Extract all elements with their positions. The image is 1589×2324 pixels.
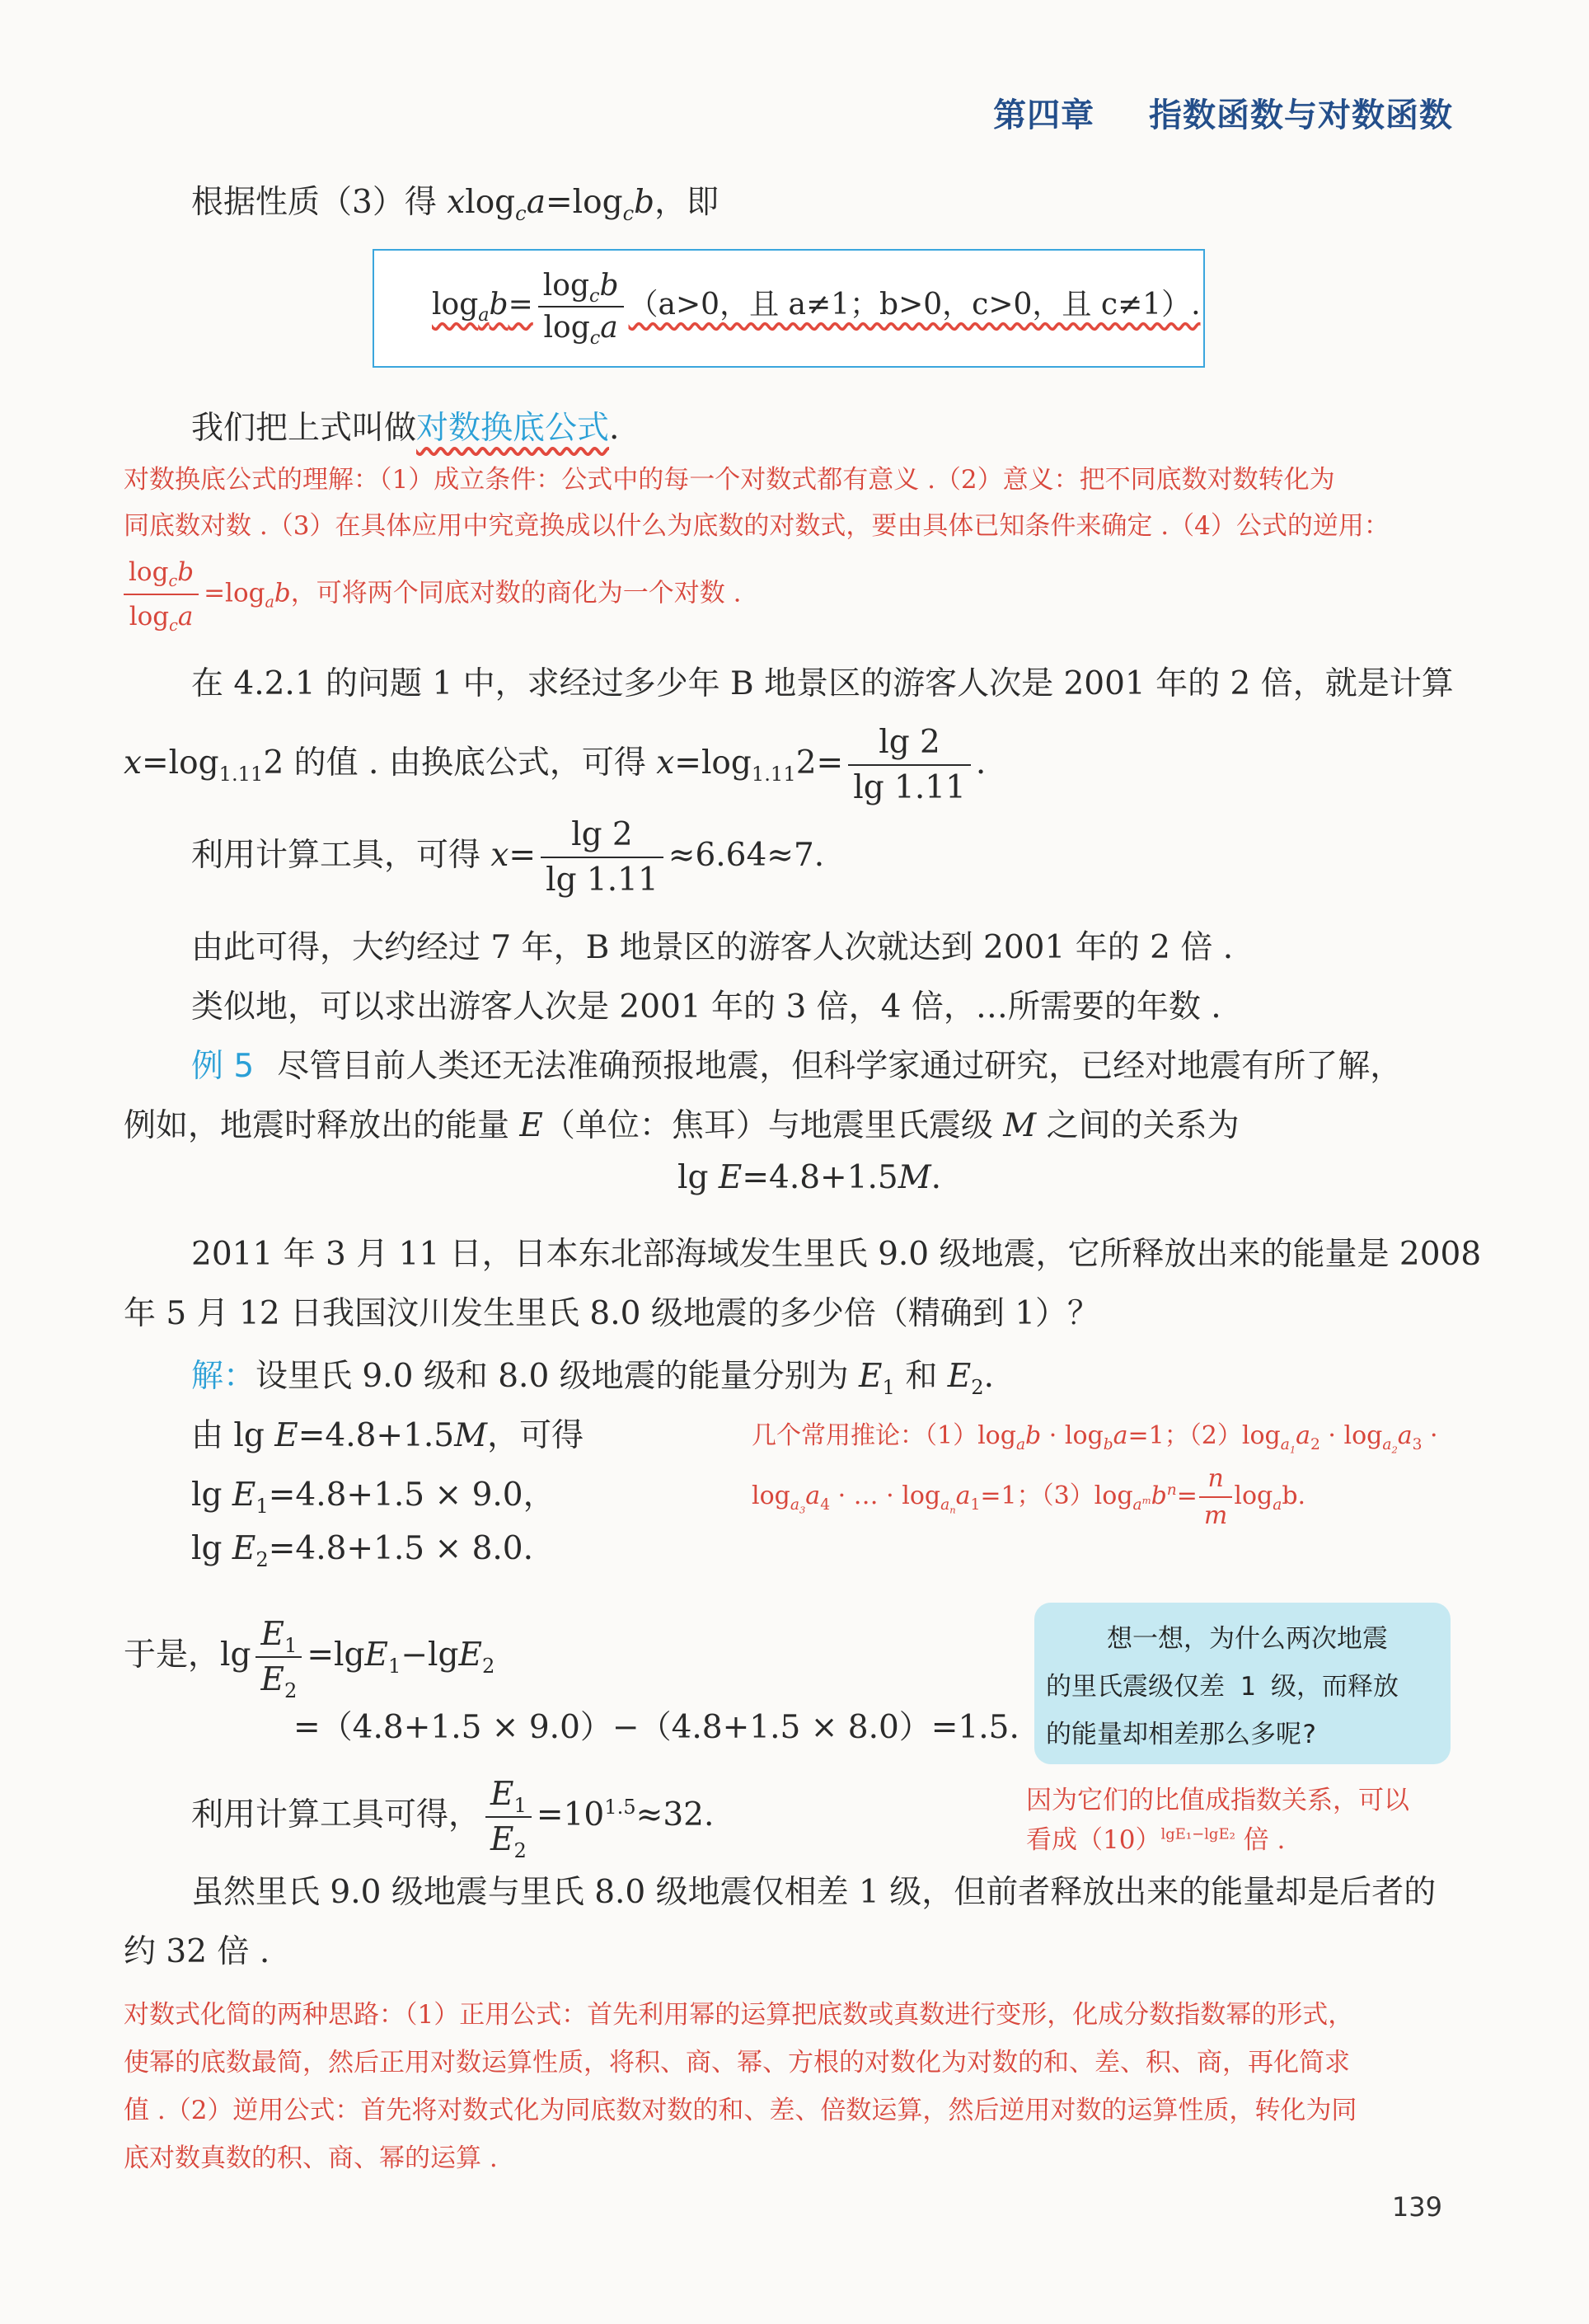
- think-answer-line2: 看成$(10)^{lgE_1-lgE_2}$ 倍 .: [1026, 1825, 1286, 1855]
- note-simplify-line4: 底对数真数的积、商、幂的运算 .: [124, 2143, 498, 2173]
- chapter-title: 指数函数与对数函数: [1149, 96, 1453, 134]
- example5-line1: 例 5 尽管目前人类还无法准确预报地震，但科学家通过研究，已经对地震有所了解，: [191, 1048, 1403, 1085]
- similar-line: 类似地，可以求出游客人次是 2001 年的 3 倍，4 倍，…所需要的年数 .: [191, 988, 1221, 1026]
- think-line3: 的能量却相差那么多呢?: [1046, 1720, 1317, 1749]
- problem-line2: $x=\log_{1.11}2$ 的值 . 由换底公式，可得 $x=\log_{1.11}2=$ $\frac{\lg 2}{\lg 1.11}$ .: [124, 724, 987, 806]
- corollary-line2: $\log_{a_3}a_4$ · … · $\log_{a_n}a_1=1$；$(3)\log_{a^m}b^n=$ $\frac{n}{m}$ $\log_ab$.: [752, 1464, 1306, 1530]
- solution-line1: 解：设里氏 9.0 级和 8.0 级地震的能量分别为 $E_1$ 和 $E_2$.: [191, 1358, 994, 1399]
- property-line: 根据性质（3）得 $xlog_ca=\log_cb$，即: [191, 184, 720, 225]
- formula-condition: （a>0，且 a≠1；b>0，c>0，且 c≠1）.: [628, 288, 1201, 322]
- definition-line: 我们把上式叫做对数换底公式.: [191, 410, 620, 447]
- note-understanding-line2: 同底数对数 .（3）在具体应用中究竟换成以什么为底数的对数式，要由具体已知条件来确定 .（4）公式的逆用：: [124, 511, 1390, 541]
- solution-step6: 利用计算工具可得， $\frac{E_1}{E_2}$ $=10^{1.5}\approx 32$.: [191, 1776, 715, 1862]
- note-simplify-line1: 对数式化简的两种思路：（1）正用公式：首先利用幂的运算把底数或真数进行变形，化成分数指数幂的形式，: [124, 2000, 1354, 2030]
- calc-line: 利用计算工具，可得 x= $\frac{\lg 2}{\lg 1.11}$ ≈6.64≈7.: [191, 816, 825, 899]
- think-box: [1034, 1603, 1451, 1764]
- chapter-header: [993, 89, 1453, 136]
- example5-line2: 例如，地震时释放出的能量 E（单位：焦耳）与地震里氏震级 M 之间的关系为: [124, 1107, 1240, 1144]
- solution-label: 解：: [191, 1358, 256, 1395]
- chapter-number: 第四章: [993, 96, 1095, 134]
- solution-step3: $\lg E_2=4.8+1.5 \times 8.0$.: [191, 1530, 534, 1571]
- note-understanding-line1: 对数换底公式的理解：（1）成立条件：公式中的每一个对数式都有意义 .（2）意义：把不同底数对数转化为: [124, 465, 1335, 495]
- solution-step4: 于是，lg $\frac{E_1}{E_2}$ =lgE$_1$−lgE$_2$: [124, 1616, 495, 1702]
- note-simplify-line3: 值 .（2）逆用公式：首先将对数式化为同底数对数的和、差、倍数运算，然后逆用对数的运算性质，转化为同: [124, 2096, 1357, 2125]
- energy-formula: lg E=4.8+1.5M.: [677, 1159, 942, 1196]
- change-of-base-formula: $\log_ab=$ $\frac{\log_cb}{\log_ca}$ （a>0，且 a≠1；b>0，c>0，且 c≠1）.: [432, 269, 1201, 350]
- change-of-base-formula-box: [373, 249, 1205, 368]
- solution-step1: 由 lg E=4.8+1.5M，可得: [191, 1417, 584, 1454]
- think-answer-line1: 因为它们的比值成指数关系，可以: [1026, 1786, 1409, 1815]
- term-change-of-base: 对数换底公式: [416, 410, 610, 447]
- note-understanding-line3: $\frac{\log_cb}{\log_ca}$ $=\log_ab$，可将两个同底对数的商化为一个对数 .: [124, 554, 742, 635]
- example5-line3: 2011 年 3 月 11 日，日本东北部海域发生里氏 9.0 级地震，它所释放出来的能量是 2008: [191, 1236, 1482, 1273]
- example5-label: 例 5: [191, 1048, 255, 1085]
- problem-line1: 在 4.2.1 的问题 1 中，求经过多少年 B 地景区的游客人次是 2001 年的 2 倍，就是计算: [191, 665, 1454, 702]
- corollary-line1: 几个常用推论：$(1)\log_ab \cdot \log_ba=1$；$(2)\log_{a_1}a_2 \cdot \log_{a_2}a_3$ ·: [752, 1421, 1438, 1456]
- conclusion-line1: 虽然里氏 9.0 级地震与里氏 8.0 级地震仅相差 1 级，但前者释放出来的能量却是后者的: [191, 1874, 1437, 1911]
- result-line: 由此可得，大约经过 7 年，B 地景区的游客人次就达到 2001 年的 2 倍 .: [191, 929, 1234, 966]
- think-line2: 的里氏震级仅差 1 级，而释放: [1046, 1672, 1399, 1702]
- solution-step2: $\lg E_1=4.8+1.5 \times 9.0$，: [191, 1477, 555, 1518]
- conclusion-line2: 约 32 倍 .: [124, 1933, 270, 1970]
- note-simplify-line2: 使幂的底数最简，然后正用对数运算性质，将积、商、幂、方根的对数化为对数的和、差、积、商，再化简求: [124, 2048, 1350, 2078]
- formula-fraction: $\frac{\log_cb}{\log_ca}$: [538, 269, 624, 345]
- example5-line4: 年 5 月 12 日我国汶川发生里氏 8.0 级地震的多少倍（精确到 1）？: [124, 1295, 1100, 1332]
- think-line1: 想一想，为什么两次地震: [1107, 1624, 1388, 1654]
- solution-step5: =（4.8+1.5 × 9.0）−（4.8+1.5 × 8.0）=1.5.: [293, 1709, 1019, 1746]
- page-number: 139: [1391, 2191, 1442, 2223]
